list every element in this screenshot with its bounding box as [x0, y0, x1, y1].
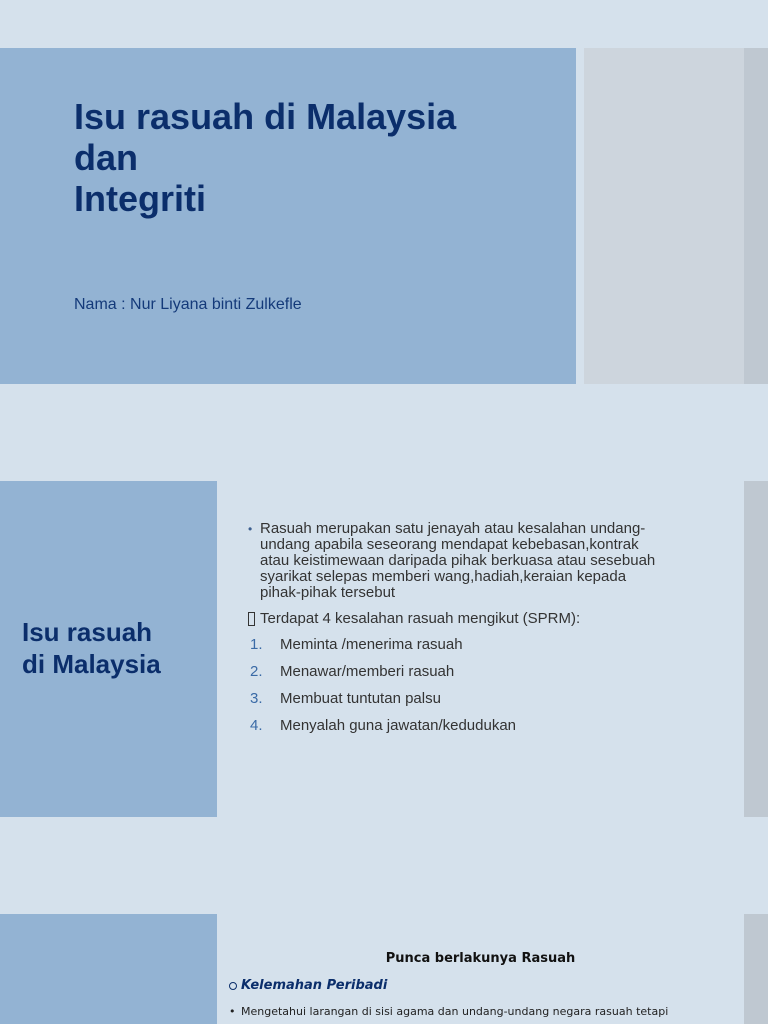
list-text: Membuat tuntutan palsu: [280, 690, 441, 707]
slide3-edge-strip: [744, 914, 768, 1024]
slide2-title-line: Isu rasuah: [22, 617, 153, 647]
list-number: 1.: [250, 636, 263, 653]
definition-text: [260, 521, 655, 601]
list-text: Menawar/memberi rasuah: [280, 663, 455, 680]
slide3-bullet: [229, 1005, 734, 1019]
slide1-edge-strip: [744, 48, 768, 384]
slide1-title: [74, 96, 554, 219]
definition-line: pihak-pihak tersebut: [260, 584, 396, 601]
definition-line: atau keistimewaan daripada pihak berkuasa atau sesebuah: [260, 552, 656, 569]
slide3-bullet-text: Mengetahui larangan di sisi agama dan undang-undang negara rasuah tetapi: [241, 1005, 669, 1018]
definition-line: syarikat selepas memberi wang,hadiah,keraian kepada: [260, 568, 627, 585]
slide2-body: [248, 521, 718, 744]
slide1-title-line: Isu rasuah di Malaysia: [74, 96, 457, 137]
sprm-intro: [248, 610, 718, 628]
slide2-edge-strip: [744, 481, 768, 817]
list-item: [248, 663, 718, 681]
list-number: 2.: [250, 663, 263, 680]
slide1-title-line: Integriti: [74, 178, 206, 219]
bullet-icon: •: [229, 1005, 236, 1018]
definition-line: undang apabila seseorang mendapat kebebasan,kontrak: [260, 536, 639, 553]
sprm-intro-text: Terdapat 4 kesalahan rasuah mengikut (SPRM):: [260, 610, 581, 627]
list-number: 3.: [250, 690, 263, 707]
circle-bullet-icon: [229, 982, 237, 990]
slide1-title-line: dan: [74, 137, 139, 178]
slide3-title-panel: [0, 914, 217, 1024]
slide3-subheading-text: Kelemahan Peribadi: [241, 978, 388, 993]
list-item: [248, 636, 718, 654]
definition-bullet: [248, 521, 718, 601]
list-item: [248, 717, 718, 735]
slide3-subheading: [229, 978, 387, 993]
list-item: [248, 690, 718, 708]
slide1-side-panel: [584, 48, 744, 384]
slide2-title: [22, 616, 212, 680]
slide1-author: Nama : Nur Liyana binti Zulkefle: [74, 296, 302, 313]
offence-list: [248, 636, 718, 735]
slide2-title-line: di Malaysia: [22, 649, 161, 679]
definition-line: Rasuah merupakan satu jenayah atau kesalahan undang-: [260, 520, 646, 537]
missing-glyph-icon: [248, 612, 255, 626]
list-text: Meminta /menerima rasuah: [280, 636, 463, 653]
list-number: 4.: [250, 717, 263, 734]
slide3-heading: Punca berlakunya Rasuah: [385, 951, 576, 966]
bullet-icon: •: [248, 522, 253, 536]
list-text: Menyalah guna jawatan/kedudukan: [280, 717, 517, 734]
